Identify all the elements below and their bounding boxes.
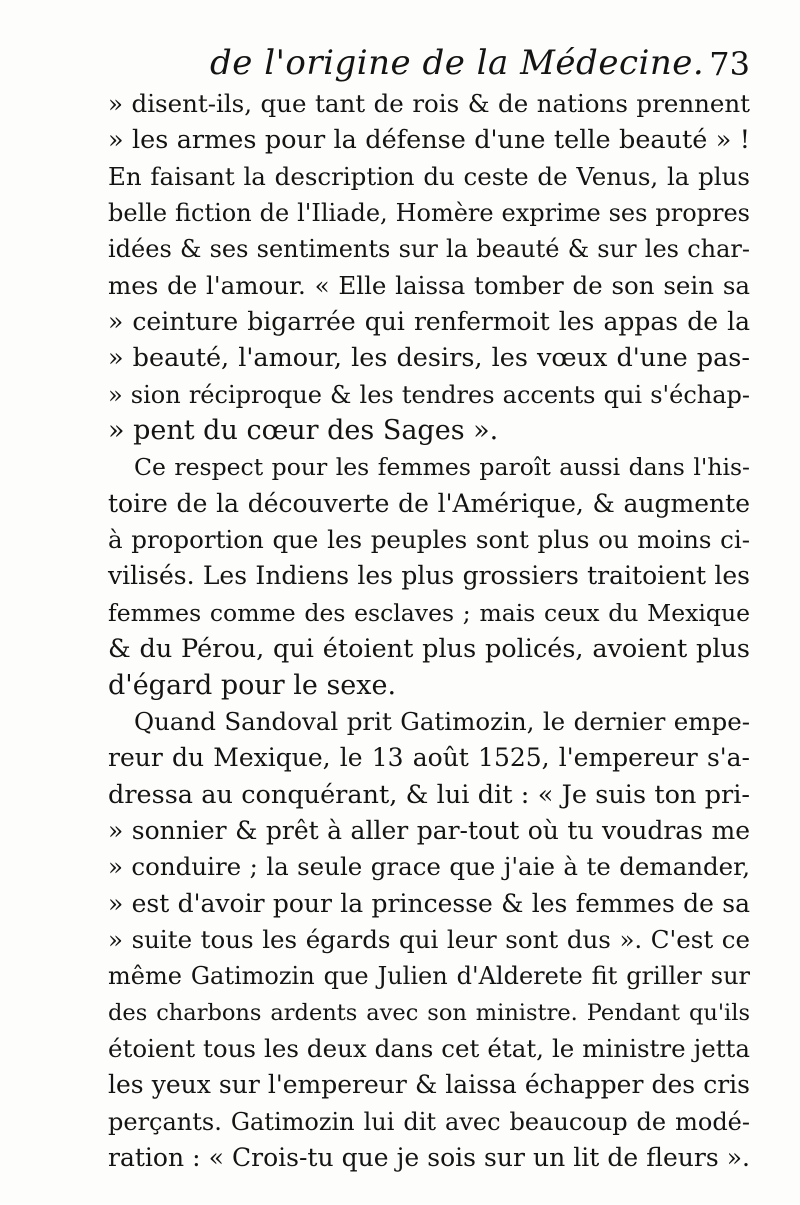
text-line: toire de la découverte de l'Amérique, & augmente	[108, 488, 750, 518]
text-line: » est d'avoir pour la princesse & les femmes de sa	[108, 888, 750, 918]
text-line: » beauté, l'amour, les desirs, les vœux d'une pas-	[108, 343, 750, 374]
running-head	[210, 38, 750, 88]
text-line: belle fiction de l'Iliade, Homère exprime ses propres	[108, 199, 750, 228]
text-line: » disent-ils, que tant de rois & de nations prennent	[108, 89, 750, 118]
paragraph-first-line: Ce respect pour les femmes paroît aussi dans l'his-	[134, 453, 750, 482]
page-number: 73	[709, 45, 750, 83]
text-line: à proportion que les peuples sont plus ou moins ci-	[108, 525, 750, 555]
text-line: mes de l'amour. « Elle laissa tomber de son sein sa	[108, 270, 750, 300]
text-line: » sion réciproque & les tendres accents qui s'échap-	[108, 380, 750, 409]
text-line: femmes comme des esclaves ; mais ceux du Mexique	[108, 598, 750, 627]
running-title: de l'origine de la Médecine.	[210, 43, 705, 83]
text-line: idées & ses sentiments sur la beauté & sur les char-	[108, 235, 750, 264]
body-text	[108, 86, 750, 1176]
text-line: » les armes pour la défense d'une telle beauté » !	[108, 125, 750, 156]
text-line: » conduire ; la seule grace que j'aie à te demander,	[108, 852, 750, 882]
text-line: d'égard pour le sexe.	[108, 669, 397, 701]
text-line: » suite tous les égards qui leur sont dus ». C'est ce	[108, 924, 750, 954]
text-line: ration : « Crois-tu que je sois sur un lit de fleurs ».	[108, 1142, 750, 1172]
text-line: même Gatimozin que Julien d'Alderete fit griller sur	[108, 962, 750, 991]
text-line: » pent du cœur des Sages ».	[108, 415, 499, 447]
text-line: » sonnier & prêt à aller par-tout où tu voudras me	[108, 815, 750, 845]
text-line: des charbons ardents avec son ministre. Pendant qu'ils	[108, 999, 750, 1026]
paragraph-first-line: Quand Sandoval prit Gatimozin, le dernier empe-	[134, 706, 750, 736]
text-line: étoient tous les deux dans cet état, le ministre jetta	[108, 1033, 750, 1063]
text-line: » ceinture bigarrée qui renfermoit les appas de la	[108, 307, 750, 337]
text-line: & du Pérou, qui étoient plus policés, avoient plus	[108, 634, 750, 665]
text-line: vilisés. Les Indiens les plus grossiers traitoient les	[108, 561, 750, 591]
text-line: perçants. Gatimozin lui dit avec beaucoup de modé-	[108, 1107, 750, 1136]
text-line: En faisant la description du ceste de Venus, la plus	[108, 161, 750, 191]
text-line: reur du Mexique, le 13 août 1525, l'empereur s'a-	[108, 743, 750, 773]
text-line: les yeux sur l'empereur & laissa échapper des cris	[108, 1070, 750, 1100]
text-line: dressa au conquérant, & lui dit : « Je suis ton pri-	[108, 779, 750, 810]
